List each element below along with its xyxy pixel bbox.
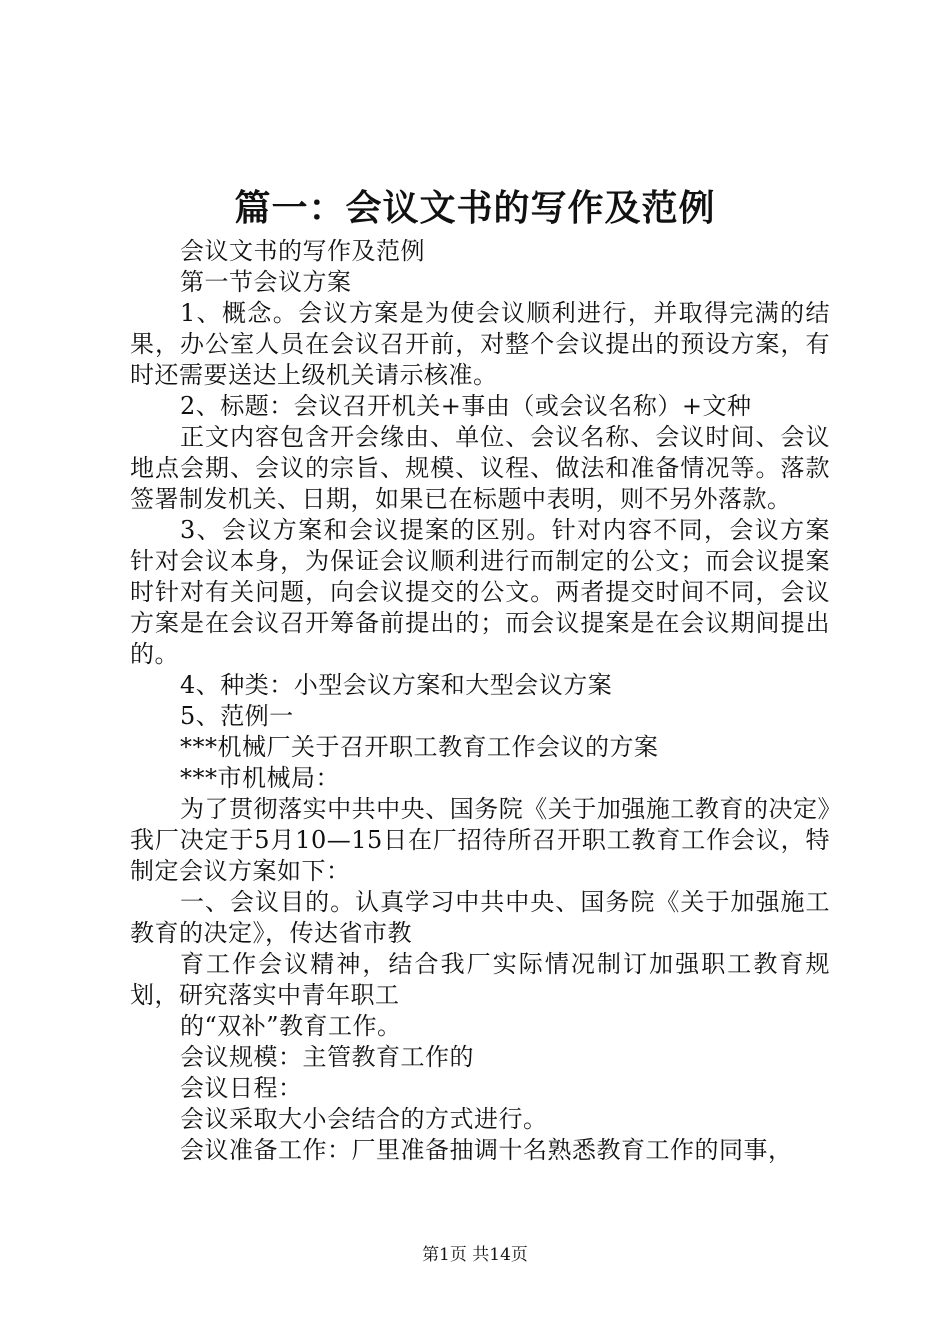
paragraph-13: 育工作会议精神，结合我厂实际情况制订加强职工教育规划，研究落实中青年职工 xyxy=(130,950,830,1009)
paragraph-7: 4、种类：小型会议方案和大型会议方案 xyxy=(180,671,613,699)
paragraph-17: 会议采取大小会结合的方式进行。 xyxy=(180,1105,548,1133)
paragraph-1: 会议文书的写作及范例 xyxy=(180,237,425,265)
document-title: 篇一：会议文书的写作及范例 xyxy=(234,187,716,229)
paragraph-16: 会议日程： xyxy=(180,1074,303,1102)
paragraph-18: 会议准备工作：厂里准备抽调十名熟悉教育工作的同事， xyxy=(180,1136,793,1164)
paragraph-12: 一、会议目的。认真学习中共中央、国务院《关于加强施工教育的决定》，传达省市教 xyxy=(130,888,830,947)
paragraph-14: 的“双补”教育工作。 xyxy=(180,1012,402,1040)
paragraph-15: 会议规模：主管教育工作的 xyxy=(180,1043,474,1071)
paragraph-11: 为了贯彻落实中共中央、国务院《关于加强施工教育的决定》我厂决定于5月10—15日在厂招待所召开职工教育工作会议，特制定会议方案如下： xyxy=(130,795,830,885)
paragraph-3: 1、概念。会议方案是为使会议顺利进行，并取得完满的结果，办公室人员在会议召开前，对整个会议提出的预设方案，有时还需要送达上级机关请示核准。 xyxy=(130,299,830,389)
paragraph-4: 2、标题：会议召开机关+事由（或会议名称）+文种 xyxy=(180,392,752,420)
paragraph-2: 第一节会议方案 xyxy=(180,268,352,296)
paragraph-8: 5、范例一 xyxy=(180,702,294,730)
document-body xyxy=(130,236,830,1166)
page-footer: 第1页 共14页 xyxy=(422,1245,528,1265)
paragraph-10: ***市机械局： xyxy=(180,764,340,792)
paragraph-6: 3、会议方案和会议提案的区别。针对内容不同，会议方案针对会议本身，为保证会议顺利进行而制定的公文；而会议提案时针对有关问题，向会议提交的公文。两者提交时间不同，会议方案是在会议召开筹备前提出的；而会议提案是在会议期间提出的。 xyxy=(130,516,830,668)
paragraph-9: ***机械厂关于召开职工教育工作会议的方案 xyxy=(180,733,659,761)
paragraph-5: 正文内容包含开会缘由、单位、会议名称、会议时间、会议地点会期、会议的宗旨、规模、议程、做法和准备情况等。落款签署制发机关、日期，如果已在标题中表明，则不另外落款。 xyxy=(130,423,830,513)
